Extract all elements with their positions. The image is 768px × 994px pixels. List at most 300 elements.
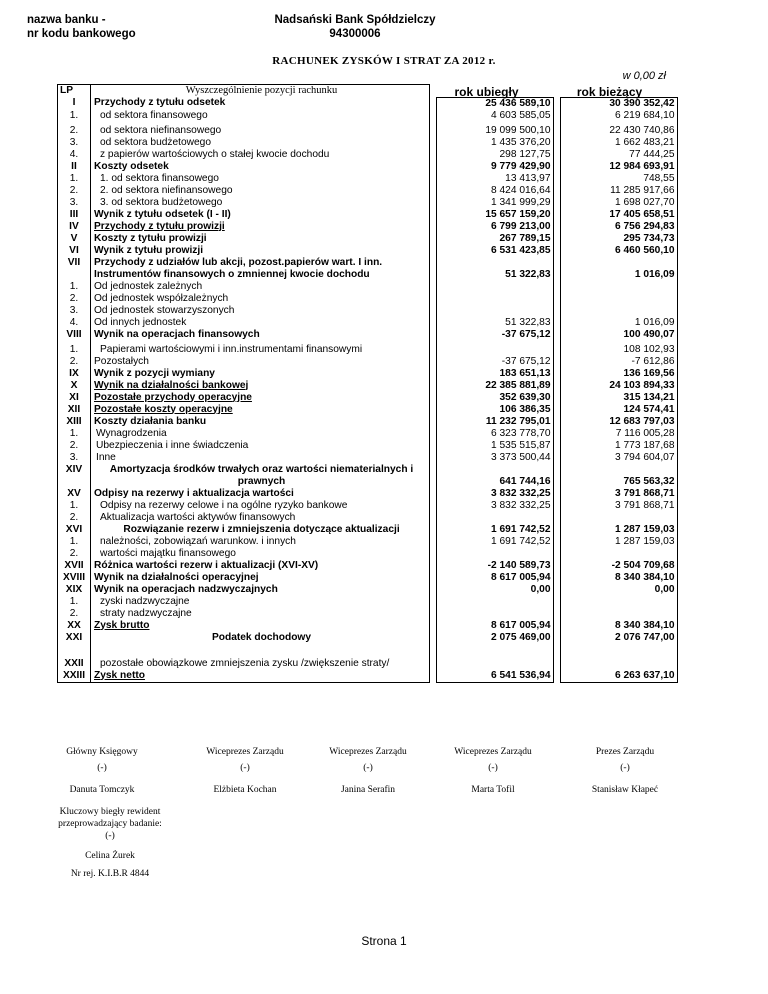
row-description-text: straty nadzwyczajne — [100, 607, 192, 619]
row-lp: 1. — [58, 110, 91, 122]
row-current-year-value: 6 219 684,10 — [560, 110, 677, 122]
row-description-text: Pozostałych — [94, 355, 149, 367]
spacer — [553, 416, 560, 428]
spacer — [553, 149, 560, 161]
row-description — [91, 620, 430, 632]
row-description — [91, 221, 430, 233]
spacer — [553, 221, 560, 233]
row-description — [91, 209, 430, 221]
row-lp: XX — [58, 620, 91, 632]
signature-name: Janina Serafin — [340, 785, 396, 795]
row-prev-year-value: 4 603 585,05 — [436, 110, 553, 122]
row-prev-year-value: 6 799 213,00 — [436, 221, 553, 233]
row-prev-year-value: 106 386,35 — [436, 404, 553, 416]
spacer — [553, 185, 560, 197]
signature-name: Marta Tofil — [471, 785, 515, 795]
row-lp: 2. — [58, 185, 91, 197]
spacer — [553, 368, 560, 380]
signature-mark: (-) — [363, 763, 373, 773]
signature-block — [298, 746, 438, 796]
spacer — [553, 658, 560, 670]
row-description-text: Wynik na operacjach nadzwyczajnych — [94, 583, 278, 595]
row-current-year-value: 8 340 384,10 — [560, 572, 677, 584]
table-row — [58, 452, 678, 464]
row-current-year-value: 6 756 294,83 — [560, 221, 677, 233]
row-description — [91, 356, 430, 368]
spacer — [553, 281, 560, 293]
row-prev-year-value: 641 744,16 — [436, 464, 553, 488]
row-current-year-value: 3 791 868,71 — [560, 488, 677, 500]
spacer — [553, 269, 560, 281]
prev-year-cell — [436, 85, 553, 98]
spacer — [553, 329, 560, 341]
row-description — [91, 161, 430, 173]
row-current-year-value: 3 794 604,07 — [560, 452, 677, 464]
spacer — [553, 125, 560, 137]
row-lp: XII — [58, 404, 91, 416]
row-description — [91, 670, 430, 683]
row-prev-year-value: 11 232 795,01 — [436, 416, 553, 428]
document-title: RACHUNEK ZYSKÓW I STRAT ZA 2012 r. — [272, 55, 496, 67]
table-row — [58, 658, 678, 670]
table-row — [58, 161, 678, 173]
row-current-year-value — [560, 596, 677, 608]
spacer — [553, 173, 560, 185]
row-description — [91, 416, 430, 428]
row-prev-year-value: 1 435 376,20 — [436, 137, 553, 149]
signature-name: Stanisław Kłapeć — [591, 785, 659, 795]
table-row — [58, 488, 678, 500]
spacer — [553, 548, 560, 560]
row-current-year-value: 2 076 747,00 — [560, 632, 677, 644]
spacer — [553, 161, 560, 173]
signature-mark: (-) — [240, 763, 250, 773]
row-description — [91, 584, 430, 596]
row-current-year-value: 124 574,41 — [560, 404, 677, 416]
row-current-year-value: -2 504 709,68 — [560, 560, 677, 572]
row-current-year-value: 24 103 894,33 — [560, 380, 677, 392]
spacer — [553, 524, 560, 536]
spacer — [553, 392, 560, 404]
row-prev-year-value: 3 832 332,25 — [436, 488, 553, 500]
row-description — [91, 293, 430, 305]
row-description-text: Pozostałe przychody operacyjne — [94, 391, 252, 403]
signature-block — [423, 746, 563, 796]
spacer — [553, 344, 560, 356]
row-current-year-value: 295 734,73 — [560, 233, 677, 245]
row-lp: 1. — [58, 344, 91, 356]
row-description-text: Zysk netto — [94, 669, 145, 681]
row-lp: III — [58, 209, 91, 221]
income-statement-table — [57, 84, 678, 683]
row-prev-year-value: 9 779 429,90 — [436, 161, 553, 173]
row-description — [91, 197, 430, 209]
bank-name-label — [27, 13, 136, 41]
spacer — [553, 85, 560, 98]
spacer — [553, 500, 560, 512]
spacer — [553, 596, 560, 608]
row-current-year-value: 8 340 384,10 — [560, 620, 677, 632]
row-description — [91, 632, 430, 644]
auditor-line1: Kluczowy biegły rewident — [59, 807, 161, 817]
row-lp: 1. — [58, 536, 91, 548]
column-header-lp: LP — [58, 85, 91, 98]
row-description-text: Wynik na działalności operacyjnej — [94, 571, 259, 583]
row-prev-year-value — [436, 281, 553, 293]
spacer — [553, 536, 560, 548]
table-row — [58, 293, 678, 305]
row-lp: 1. — [58, 173, 91, 185]
table-row — [58, 392, 678, 404]
row-description-text: pozostałe obowiązkowe zmniejszenia zysku /zwiększenie straty/ — [100, 657, 390, 669]
row-description-text: Inne — [96, 451, 116, 463]
row-prev-year-value — [436, 658, 553, 670]
row-description — [91, 596, 430, 608]
table-row — [58, 608, 678, 620]
spacer — [553, 209, 560, 221]
row-description-text: Przychody z tytułu prowizji — [94, 220, 225, 232]
row-description-text: Wynik z tytułu odsetek (I - II) — [94, 208, 231, 220]
spacer — [553, 572, 560, 584]
row-current-year-value — [560, 305, 677, 317]
row-current-year-value: 765 563,32 — [560, 464, 677, 488]
spacer — [436, 644, 553, 658]
column-header-description: Wyszczególnienie pozycji rachunku — [91, 85, 430, 98]
currency-unit: w 0,00 zł — [622, 70, 666, 82]
row-description — [91, 137, 430, 149]
spacer — [553, 110, 560, 122]
row-description — [91, 560, 430, 572]
table-row — [58, 197, 678, 209]
row-description — [91, 185, 430, 197]
row-description — [91, 440, 430, 452]
signature-name: Danuta Tomczyk — [69, 785, 135, 795]
bank-identity — [240, 13, 470, 41]
row-current-year-value: 1 287 159,03 — [560, 536, 677, 548]
row-current-year-value: 1 287 159,03 — [560, 524, 677, 536]
row-description — [91, 305, 430, 317]
page-number: Strona 1 — [361, 934, 407, 948]
row-current-year-value: 12 984 693,91 — [560, 161, 677, 173]
signature-name: Elżbieta Kochan — [213, 785, 277, 795]
row-prev-year-value — [436, 305, 553, 317]
row-lp: XVIII — [58, 572, 91, 584]
row-lp: II — [58, 161, 91, 173]
table-row — [58, 329, 678, 341]
row-description-text: Ubezpieczenia i inne świadczenia — [96, 439, 249, 451]
table-row — [58, 281, 678, 293]
spacer — [553, 257, 560, 269]
spacer — [553, 404, 560, 416]
row-lp: VII — [58, 257, 91, 281]
row-prev-year-value: 3 373 500,44 — [436, 452, 553, 464]
spacer — [553, 317, 560, 329]
row-prev-year-value: 6 531 423,85 — [436, 245, 553, 257]
row-lp: 2. — [58, 440, 91, 452]
row-description — [91, 368, 430, 380]
row-prev-year-value — [436, 596, 553, 608]
row-current-year-value: 1 016,09 — [560, 257, 677, 281]
row-prev-year-value: -37 675,12 — [436, 329, 553, 341]
table-row — [58, 245, 678, 257]
row-current-year-value: 1 662 483,21 — [560, 137, 677, 149]
row-prev-year-value: 51 322,83 — [436, 317, 553, 329]
row-prev-year-value: 6 323 778,70 — [436, 428, 553, 440]
row-prev-year-value: 19 099 500,10 — [436, 125, 553, 137]
row-prev-year-value — [436, 293, 553, 305]
row-description — [91, 125, 430, 137]
spacer — [553, 137, 560, 149]
row-description-text: Wynik na operacjach finansowych — [94, 328, 260, 340]
row-description — [91, 233, 430, 245]
row-lp: 2. — [58, 125, 91, 137]
signature-block — [175, 746, 315, 796]
row-prev-year-value: 1 691 742,52 — [436, 524, 553, 536]
row-description-continuation: Instrumentów finansowych o zmniennej kwocie dochodu — [91, 269, 430, 281]
row-description — [91, 512, 430, 524]
row-lp: IV — [58, 221, 91, 233]
table-row — [58, 125, 678, 137]
table-row — [58, 524, 678, 536]
row-lp: 1. — [58, 428, 91, 440]
row-description — [91, 110, 430, 122]
row-description — [91, 392, 430, 404]
table-row — [58, 380, 678, 392]
row-prev-year-value: 25 436 589,10 — [436, 97, 553, 110]
row-lp: 2. — [58, 608, 91, 620]
row-current-year-value: 0,00 — [560, 584, 677, 596]
row-prev-year-value: 267 789,15 — [436, 233, 553, 245]
signature-role: Wiceprezes Zarządu — [329, 747, 407, 757]
table-row — [58, 221, 678, 233]
row-lp: XVI — [58, 524, 91, 536]
row-description — [91, 245, 430, 257]
row-description-text: Wynik z tytułu prowizji — [94, 244, 204, 256]
row-description-text: Różnica wartości rezerw i aktualizacji (XVI-XV) — [94, 559, 319, 571]
table-row — [58, 620, 678, 632]
row-description-text: z papierów wartościowych o stałej kwocie dochodu — [100, 148, 330, 160]
table-row — [58, 500, 678, 512]
row-lp: 2. — [58, 548, 91, 560]
spacer — [553, 512, 560, 524]
row-prev-year-value: 183 651,13 — [436, 368, 553, 380]
row-lp: XI — [58, 392, 91, 404]
spacer — [553, 488, 560, 500]
signature-role: Główny Księgowy — [66, 747, 138, 757]
row-description-text: Od jednostek współzależnych — [94, 292, 229, 304]
row-current-year-value: 17 405 658,51 — [560, 209, 677, 221]
row-description — [91, 281, 430, 293]
row-current-year-value: 6 263 637,10 — [560, 670, 677, 683]
row-description — [91, 428, 430, 440]
row-description — [91, 344, 430, 356]
table-row — [58, 404, 678, 416]
table-row — [58, 632, 678, 644]
table-row — [58, 257, 678, 269]
row-description-text: Od jednostek stowarzyszonych — [94, 304, 235, 316]
row-lp: VI — [58, 245, 91, 257]
row-description — [91, 464, 430, 476]
row-lp: XIX — [58, 584, 91, 596]
row-description-text: Odpisy na rezerwy celowe i na ogólne ryzyko bankowe — [100, 499, 348, 511]
bank-name: Nadsański Bank Spółdzielczy — [274, 14, 436, 26]
table-row — [58, 209, 678, 221]
row-lp: XV — [58, 488, 91, 500]
spacer — [553, 305, 560, 317]
signature-mark: (-) — [488, 763, 498, 773]
row-prev-year-value: 8 424 016,64 — [436, 185, 553, 197]
table-row — [58, 305, 678, 317]
table-row — [58, 572, 678, 584]
row-description-text: Koszty działania banku — [94, 415, 207, 427]
row-prev-year-value: 8 617 005,94 — [436, 572, 553, 584]
row-current-year-value — [560, 512, 677, 524]
row-current-year-value: 1 016,09 — [560, 317, 677, 329]
row-description-text: Koszty odsetek — [94, 160, 169, 172]
spacer — [430, 476, 437, 488]
row-prev-year-value: -2 140 589,73 — [436, 560, 553, 572]
spacer — [553, 670, 560, 683]
row-description-text: Koszty z tytułu prowizji — [94, 232, 207, 244]
row-prev-year-value: 3 832 332,25 — [436, 500, 553, 512]
row-description — [91, 317, 430, 329]
row-prev-year-value: -37 675,12 — [436, 356, 553, 368]
row-description — [91, 524, 430, 536]
row-description-continuation: prawnych — [91, 476, 430, 488]
row-current-year-value — [560, 608, 677, 620]
table-row — [58, 344, 678, 356]
row-lp: 2. — [58, 512, 91, 524]
table-row — [58, 185, 678, 197]
row-description — [91, 257, 430, 269]
column-header-prev-year: rok ubiegły — [454, 85, 519, 99]
row-prev-year-value: 22 385 881,89 — [436, 380, 553, 392]
table-row — [58, 548, 678, 560]
spacer — [553, 584, 560, 596]
row-description — [91, 500, 430, 512]
row-lp: VIII — [58, 329, 91, 341]
table-row — [58, 428, 678, 440]
table-row — [58, 368, 678, 380]
row-prev-year-value: 298 127,75 — [436, 149, 553, 161]
row-lp: 1. — [58, 281, 91, 293]
row-description-text: od sektora niefinansowego — [100, 124, 222, 136]
table-row — [58, 670, 678, 683]
row-prev-year-value: 13 413,97 — [436, 173, 553, 185]
row-prev-year-value: 2 075 469,00 — [436, 632, 553, 644]
signature-block — [32, 746, 172, 796]
row-current-year-value: 22 430 740,86 — [560, 125, 677, 137]
row-description-text: od sektora budżetowego — [100, 136, 212, 148]
row-description-text: zyski nadzwyczajne — [100, 595, 190, 607]
signature-mark: (-) — [97, 763, 107, 773]
row-prev-year-value — [436, 608, 553, 620]
row-description-text: 3. od sektora budżetowego — [100, 196, 223, 208]
table-row — [58, 233, 678, 245]
row-description-text: Przychody z tytułu odsetek — [94, 97, 226, 109]
table-row — [58, 317, 678, 329]
row-current-year-value: 6 460 560,10 — [560, 245, 677, 257]
row-prev-year-value: 1 691 742,52 — [436, 536, 553, 548]
spacer — [553, 440, 560, 452]
auditor-name: Celina Żurek — [85, 851, 135, 861]
row-prev-year-value — [436, 344, 553, 356]
row-description-text: Zysk brutto — [94, 619, 150, 631]
row-lp: XVII — [58, 560, 91, 572]
table-row — [58, 512, 678, 524]
spacer — [553, 428, 560, 440]
bank-name-label-line1: nazwa banku - — [27, 14, 106, 26]
table-row — [58, 110, 678, 122]
row-lp: I — [58, 97, 91, 110]
spacer — [553, 608, 560, 620]
signature-role: Wiceprezes Zarządu — [454, 747, 532, 757]
row-prev-year-value — [436, 548, 553, 560]
row-current-year-value: 11 285 917,66 — [560, 185, 677, 197]
row-description-text: Rozwiązanie rezerw i zmniejszenia dotyczące aktualizacji — [123, 523, 400, 535]
row-description — [91, 452, 430, 464]
table-header-row — [58, 85, 678, 98]
spacer — [553, 233, 560, 245]
row-current-year-value — [560, 293, 677, 305]
signature-role: Wiceprezes Zarządu — [206, 747, 284, 757]
row-description-text: Wynagrodzenia — [96, 427, 167, 439]
row-description-text: Podatek dochodowy — [211, 631, 312, 643]
table-row — [58, 440, 678, 452]
auditor-block — [40, 806, 180, 880]
row-lp: X — [58, 380, 91, 392]
table-row — [58, 137, 678, 149]
row-current-year-value: 1 698 027,70 — [560, 197, 677, 209]
row-gap — [58, 644, 678, 658]
row-description-text: Przychody z udziałów lub akcji, pozost.papierów wart. I inn. — [94, 256, 383, 268]
row-description — [91, 380, 430, 392]
spacer — [553, 644, 560, 658]
row-lp: 1. — [58, 596, 91, 608]
row-current-year-value: 136 169,56 — [560, 368, 677, 380]
spacer — [553, 356, 560, 368]
current-year-cell — [560, 85, 677, 98]
row-description — [91, 536, 430, 548]
row-lp: XXI — [58, 632, 91, 644]
row-description-text: Wynik na działalności bankowej — [94, 379, 249, 391]
row-description-text: Od jednostek zależnych — [94, 280, 203, 292]
row-description — [91, 149, 430, 161]
row-description-text: Papierami wartościowymi i inn.instrumentami finansowymi — [100, 343, 363, 355]
spacer — [553, 476, 560, 488]
row-description — [91, 173, 430, 185]
row-prev-year-value: 1 535 515,87 — [436, 440, 553, 452]
row-description-text: Aktualizacja wartości aktywów finansowych — [100, 511, 296, 523]
row-lp: XIV — [58, 464, 91, 488]
row-description-text: wartości majątku finansowego — [100, 547, 236, 559]
spacer — [553, 452, 560, 464]
spacer — [58, 644, 91, 658]
row-lp: 3. — [58, 197, 91, 209]
row-current-year-value — [560, 658, 677, 670]
row-lp: 3. — [58, 452, 91, 464]
table-row — [58, 173, 678, 185]
spacer — [553, 560, 560, 572]
table-row — [58, 596, 678, 608]
table-row — [58, 97, 678, 110]
row-lp: 4. — [58, 317, 91, 329]
signature-role: Prezes Zarządu — [595, 747, 655, 757]
bank-code: 94300006 — [329, 28, 381, 40]
row-description — [91, 404, 430, 416]
row-current-year-value: 77 444,25 — [560, 149, 677, 161]
row-prev-year-value: 352 639,30 — [436, 392, 553, 404]
